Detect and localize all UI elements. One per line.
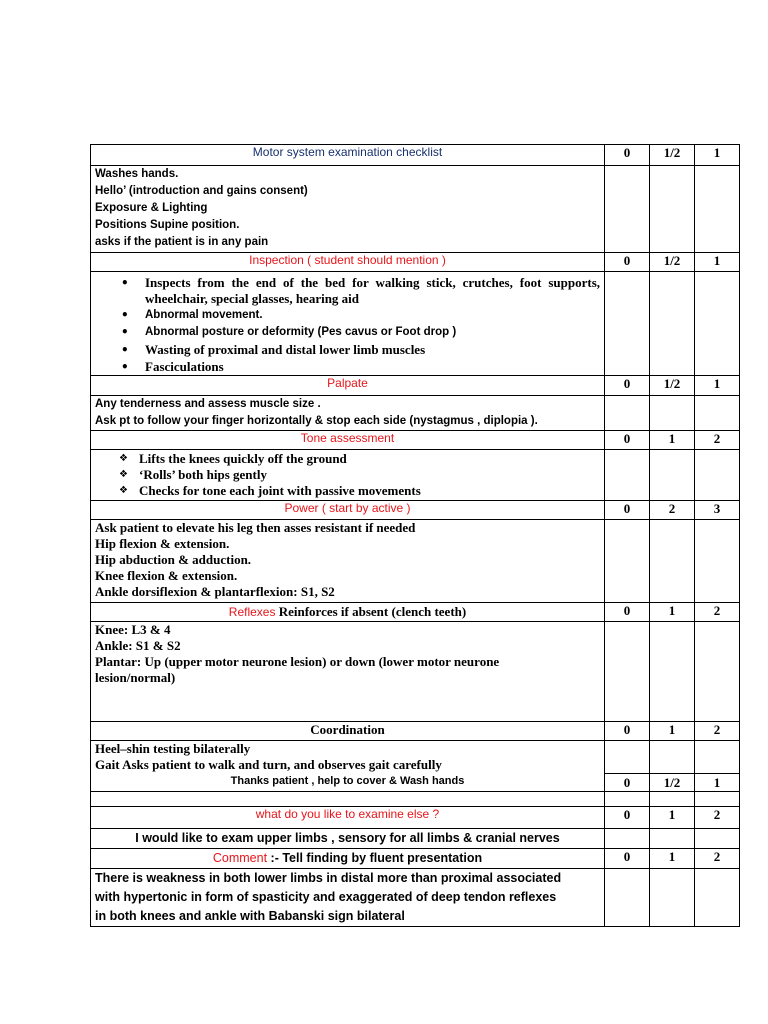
comment-line: There is weakness in both lower limbs in distal more than proximal associated — [95, 871, 562, 885]
empty-score-cell — [650, 869, 695, 927]
score-cell: 0 — [605, 431, 650, 450]
score-cell-group — [695, 741, 740, 792]
examine-else-answer-row — [91, 829, 740, 849]
intro-line: Hello’ (introduction and gains consent) — [95, 185, 308, 197]
empty-score-cell — [650, 272, 695, 376]
tone-heading: Tone assessment — [91, 431, 605, 450]
score-cell: 0 — [605, 501, 650, 520]
comment-heading — [91, 849, 605, 869]
comment-instruction: :- Tell finding by fluent presentation — [267, 851, 483, 865]
empty-score-cell — [695, 869, 740, 927]
list-item: • Abnormal posture or deformity (Pes cavus or Foot drop ) — [145, 324, 600, 341]
score-cell: 0 — [605, 376, 650, 396]
list-item: • Inspects from the end of the bed for walking stick, crutches, foot supports, wheelchair, special glasses, hearing aid — [145, 275, 600, 307]
score-cell: 0 — [605, 773, 649, 791]
coordination-content — [91, 741, 605, 792]
intro-line: Exposure & Lighting — [95, 202, 208, 214]
tone-heading-row — [91, 431, 740, 450]
list-item: • Wasting of proximal and distal lower limb muscles — [145, 341, 600, 359]
list-item: ❖ Lifts the knees quickly off the ground — [139, 451, 600, 467]
reflexes-line: lesion/normal) — [95, 670, 176, 685]
list-item: ❖ ‘Rolls’ both hips gently — [139, 467, 600, 483]
comment-line: with hypertonic in form of spasticity and exaggerated of deep tendon reflexes — [95, 890, 557, 904]
empty-score-cell — [605, 396, 650, 431]
reflexes-heading-label: Reflexes — [228, 605, 276, 619]
score-cell: 0 — [605, 722, 650, 741]
comment-heading-row — [91, 849, 740, 869]
empty-score-cell — [695, 792, 740, 807]
intro-line: Positions Supine position. — [95, 219, 240, 231]
power-content — [91, 520, 605, 603]
score-cell: 1 — [695, 145, 740, 166]
empty-score-cell — [650, 520, 695, 603]
power-line: Hip abduction & adduction. — [95, 552, 252, 567]
reflexes-heading — [91, 603, 605, 622]
empty-score-cell — [605, 792, 650, 807]
score-cell: 0 — [605, 603, 650, 622]
empty-score-cell — [650, 166, 695, 253]
power-line: Ask patient to elevate his leg then asses resistant if needed — [95, 520, 416, 535]
thanks-line: Thanks patient , help to cover & Wash hands — [230, 775, 465, 787]
checklist-title: Motor system examination checklist — [91, 145, 605, 166]
power-heading-row — [91, 501, 740, 520]
score-cell: 1/2 — [650, 253, 695, 272]
empty-score-cell — [695, 166, 740, 253]
spacer-row — [91, 792, 740, 807]
score-cell-group — [650, 741, 695, 792]
power-line: Knee flexion & extension. — [95, 568, 238, 583]
power-line: Hip flexion & extension. — [95, 536, 230, 551]
empty-score-cell — [695, 520, 740, 603]
reflexes-line: Ankle: S1 & S2 — [95, 638, 181, 653]
score-cell: 1 — [695, 376, 740, 396]
palpate-heading: Palpate — [91, 376, 605, 396]
empty-score-cell — [650, 829, 695, 849]
power-content-row — [91, 520, 740, 603]
examine-else-answer: I would like to exam upper limbs , sensory for all limbs & cranial nerves — [91, 829, 605, 849]
empty-score-cell — [605, 829, 650, 849]
score-cell: 1/2 — [650, 773, 694, 791]
empty-score-cell — [650, 450, 695, 501]
palpate-content — [91, 396, 605, 431]
palpate-line: Any tenderness and assess muscle size . — [95, 398, 321, 410]
intro-line: Washes hands. — [95, 168, 179, 180]
score-cell: 1/2 — [650, 145, 695, 166]
palpate-content-row — [91, 396, 740, 431]
comment-content — [91, 869, 605, 927]
score-cell: 1 — [650, 603, 695, 622]
score-cell: 2 — [695, 807, 740, 829]
score-cell: 2 — [650, 501, 695, 520]
list-item: • Fasciculations — [145, 359, 600, 375]
comment-line: in both knees and ankle with Babanski sign bilateral — [95, 909, 405, 923]
score-cell-group — [605, 741, 650, 792]
reflexes-heading-row — [91, 603, 740, 622]
list-item: ❖ Checks for tone each joint with passive movements — [139, 483, 600, 499]
empty-score-cell — [605, 272, 650, 376]
empty-score-cell — [695, 829, 740, 849]
comment-label: Comment — [212, 851, 268, 865]
coordination-heading-row — [91, 722, 740, 741]
score-cell: 1/2 — [650, 376, 695, 396]
intro-content — [91, 166, 605, 253]
reflexes-line: Plantar: Up (upper motor neurone lesion) or down (lower motor neurone — [95, 654, 500, 669]
coordination-heading: Coordination — [91, 722, 605, 741]
score-cell: 1 — [650, 431, 695, 450]
empty-score-cell — [695, 622, 740, 722]
title-row — [91, 145, 740, 166]
tone-content-row — [91, 450, 740, 501]
empty-score-cell — [605, 166, 650, 253]
palpate-heading-row — [91, 376, 740, 396]
empty-score-cell — [605, 622, 650, 722]
examine-else-heading: what do you like to examine else ? — [91, 807, 605, 829]
reflexes-line: Knee: L3 & 4 — [95, 622, 171, 637]
empty-cell — [91, 792, 605, 807]
empty-score-cell — [605, 450, 650, 501]
score-cell: 1 — [650, 807, 695, 829]
motor-exam-checklist-table — [90, 144, 740, 927]
examine-else-heading-row — [91, 807, 740, 829]
empty-score-cell — [695, 450, 740, 501]
intro-line: asks if the patient is in any pain — [95, 236, 269, 248]
comment-content-row — [91, 869, 740, 927]
empty-score-cell — [650, 396, 695, 431]
list-item: • Abnormal movement. — [145, 307, 600, 324]
score-cell: 0 — [605, 807, 650, 829]
power-heading: Power ( start by active ) — [91, 501, 605, 520]
inspection-content-row — [91, 272, 740, 376]
empty-score-cell — [605, 869, 650, 927]
reflexes-heading-note: Reinforces if absent (clench teeth) — [275, 604, 467, 619]
score-cell: 3 — [695, 501, 740, 520]
score-cell: 2 — [695, 722, 740, 741]
empty-score-cell — [695, 396, 740, 431]
coordination-line: Gait Asks patient to walk and turn, and observes gait carefully — [95, 757, 442, 772]
power-line: Ankle dorsiflexion & plantarflexion: S1, S2 — [95, 584, 335, 599]
inspection-heading: Inspection ( student should mention ) — [91, 253, 605, 272]
reflexes-content — [91, 622, 605, 722]
inspection-content — [91, 272, 605, 376]
score-cell: 0 — [605, 253, 650, 272]
intro-row — [91, 166, 740, 253]
coordination-line: Heel–shin testing bilaterally — [95, 741, 251, 756]
empty-score-cell — [650, 792, 695, 807]
coordination-content-row — [91, 741, 740, 792]
empty-score-cell — [695, 272, 740, 376]
inspection-heading-row — [91, 253, 740, 272]
score-cell: 1 — [650, 849, 695, 869]
reflexes-content-row — [91, 622, 740, 722]
tone-content — [91, 450, 605, 501]
score-cell: 2 — [695, 603, 740, 622]
score-cell: 1 — [695, 253, 740, 272]
score-cell: 1 — [695, 773, 739, 791]
score-cell: 0 — [605, 145, 650, 166]
score-cell: 2 — [695, 849, 740, 869]
empty-score-cell — [650, 622, 695, 722]
empty-score-cell — [605, 520, 650, 603]
score-cell: 1 — [650, 722, 695, 741]
score-cell: 0 — [605, 849, 650, 869]
score-cell: 2 — [695, 431, 740, 450]
palpate-line: Ask pt to follow your finger horizontally & stop each side (nystagmus , diplopia ). — [95, 415, 538, 427]
